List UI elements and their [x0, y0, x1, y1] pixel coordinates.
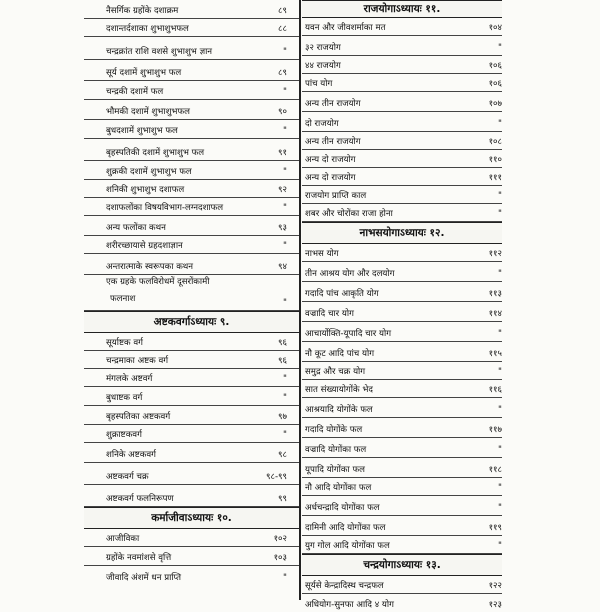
toc-entry-title: जीवादि अंशमें धन प्राप्ति [106, 573, 182, 583]
toc-entry [302, 322, 502, 342]
toc-page-number: ९८ [278, 450, 287, 460]
toc-entry [84, 485, 299, 507]
toc-entry-title: मंगलके अष्टवर्ग [106, 374, 153, 384]
toc-entry-title: बुधदशामें शुभाशुभ फल [106, 126, 178, 136]
toc-entry [84, 100, 299, 120]
toc-entry [302, 204, 502, 222]
toc-entry-title: सूर्यसे केन्द्रादिस्थ चन्द्रफल [305, 581, 384, 591]
chapter-heading [302, 222, 502, 244]
toc-entry-title-line: एक ग्रहके फलविरोधमें दूसरोंकामी [106, 277, 210, 287]
toc-entry-title: ४४ राजयोग [305, 61, 341, 71]
toc-page-number: " [498, 209, 502, 219]
toc-entry-title: अन्य तीन राजयोग [305, 99, 361, 109]
toc-entry [84, 547, 299, 566]
toc-page-number: ११५ [488, 349, 502, 359]
toc-page-number: १०४ [488, 23, 502, 33]
toc-entry-title: अर्धचन्द्रादि योगोंका फल [305, 503, 380, 513]
toc-entry-title: अधियोग-सुनफा आदि ४ योग [305, 600, 394, 610]
toc-page-number: ९४ [278, 262, 287, 272]
toc-page-number: " [498, 43, 502, 53]
toc-page-number: " [498, 445, 502, 455]
toc-entry-title: दशान्तर्दशाका शुभाशुभफल [106, 24, 189, 34]
toc-entry-title: शनिकी शुभाशुभ दशाफल [106, 185, 185, 195]
toc-entry-title: नैसर्गिक ग्रहोंके दशाक्रम [106, 6, 179, 16]
toc-entry [302, 244, 502, 262]
toc-entry [302, 398, 502, 418]
toc-entry [84, 463, 299, 485]
toc-entry [84, 60, 299, 81]
toc-page-number: " [283, 241, 287, 251]
toc-entry [302, 150, 502, 168]
toc-entry-title: अन्तरात्माके स्वरूपका कथन [106, 262, 194, 272]
toc-entry-title: दामिनी आदि योगोंका फल [305, 523, 386, 533]
toc-page-number: ८९ [278, 6, 287, 16]
toc-page-number: ९८-९९ [266, 472, 287, 482]
toc-entry-title [106, 274, 209, 308]
toc-page-number: ११२ [488, 249, 502, 259]
toc-page-number: ९१ [278, 148, 287, 158]
toc-page-number: " [498, 367, 502, 377]
toc-entry [84, 216, 299, 236]
chapter-heading [84, 311, 299, 333]
toc-entry-title: सात संख्यायोगोंके भेद [305, 385, 373, 395]
toc-entry-title: नाभस योग [305, 249, 339, 259]
toc-entry-title: वज्रादि योगोंका फल [305, 445, 367, 455]
toc-entry [84, 236, 299, 254]
toc-page-number: " [283, 167, 287, 177]
toc-entry [84, 254, 299, 275]
toc-page-number: ११९ [488, 523, 502, 533]
toc-page-number: " [498, 405, 502, 415]
toc-entry [302, 262, 502, 282]
toc-entry-title: यूपादि योगोंका फल [305, 465, 365, 475]
toc-entry [84, 566, 299, 585]
toc-entry-title: समुद्र और चक्र योग [305, 367, 366, 377]
toc-entry-title: राजयोग प्राप्ति काल [305, 191, 367, 201]
toc-entry [302, 418, 502, 438]
toc-entry [84, 369, 299, 387]
toc-page-number: ९२ [278, 185, 287, 195]
toc-entry [302, 516, 502, 536]
chapter-heading [302, 554, 502, 576]
toc-page-number: १११ [488, 173, 502, 183]
toc-page-number: " [283, 126, 287, 136]
toc-entry [302, 112, 502, 132]
toc-entry [302, 362, 502, 380]
toc-page-number: " [283, 298, 287, 308]
toc-page-number: " [498, 269, 502, 279]
toc-page-number: ११३ [488, 289, 502, 299]
toc-page-number: १०२ [273, 534, 287, 544]
toc-entry-title: बृहस्पतिकी दशामें शुभाशुभ फल [106, 148, 205, 158]
toc-page-number: ९० [278, 107, 287, 117]
toc-entry-title: दो राजयोग [305, 119, 339, 129]
toc-entry [302, 132, 502, 150]
toc-entry [302, 282, 502, 302]
left-column [84, 0, 299, 585]
toc-entry-title: वज्रादि चार योग [305, 309, 354, 319]
chapter-heading-text: राजयोगाऽध्यायः ११. [363, 3, 441, 15]
right-column [302, 0, 502, 612]
toc-entry-title: अन्य फलोंका कथन [106, 223, 166, 233]
toc-entry [84, 529, 299, 547]
toc-entry-title: दशाफलोंका विषयविभाग-लग्नदशाफल [106, 203, 224, 213]
toc-entry [302, 438, 502, 458]
toc-entry [302, 92, 502, 112]
toc-entry-title: नौ कूट आदि पांच योग [305, 349, 375, 359]
toc-entry-title: अन्य दो राजयोग [305, 173, 356, 183]
toc-entry [302, 168, 502, 186]
toc-page-number: ९७ [278, 412, 287, 422]
toc-page-number: " [498, 191, 502, 201]
toc-page-number: १०७ [488, 99, 502, 109]
toc-page-number: ८९ [278, 68, 287, 78]
toc-entry-title: अन्य दो राजयोग [305, 155, 356, 165]
toc-page-number: " [283, 430, 287, 440]
toc-entry-title: युग गोल आदि योगोंका फल [305, 541, 390, 551]
toc-entry-title: शबर और चोरोंका राजा होना [305, 209, 393, 219]
toc-entry [302, 380, 502, 398]
toc-entry [84, 19, 299, 37]
toc-page-number: " [283, 203, 287, 213]
toc-entry [302, 56, 502, 74]
chapter-heading [84, 507, 299, 529]
toc-entry-title: शरीरच्छायासे ग्रहदशाज्ञान [106, 241, 183, 251]
toc-page-number: १२२ [488, 581, 502, 591]
toc-entry [84, 81, 299, 100]
toc-page-number: १०३ [273, 553, 287, 563]
toc-page-number: " [498, 119, 502, 129]
toc-entry [84, 406, 299, 425]
toc-entry-title: गदादि योगोंके फल [305, 425, 363, 435]
toc-entry [302, 478, 502, 496]
toc-entry-title: यवन और जीवशर्माका मत [305, 23, 386, 33]
toc-page-number: १०६ [488, 61, 502, 71]
toc-entry [84, 443, 299, 463]
toc-entry [302, 576, 502, 594]
toc-entry [84, 120, 299, 139]
toc-entry-title: अष्टकवर्ग फलनिरूपण [106, 494, 174, 504]
toc-page-number: १०६ [488, 79, 502, 89]
toc-entry-title: शुक्राष्टकवर्ग [106, 430, 142, 440]
toc-entry-title-line: फलनाश [110, 294, 136, 304]
toc-entry-title: चन्द्रक्रांत राशि वशसे शुभाशुभ ज्ञान [106, 47, 213, 57]
toc-entry-title: आश्रयादि योगोंके फल [305, 405, 373, 415]
chapter-heading-text: चन्द्रयोगाऽध्यायः १३. [363, 559, 441, 571]
toc-page-number: ९९ [278, 494, 287, 504]
toc-entry-title: शनिके अष्टकवर्ग [106, 450, 156, 460]
toc-entry [84, 180, 299, 198]
chapter-heading-text: कर्माजीवाऽध्यायः १०. [151, 512, 232, 524]
toc-page-number: ९६ [278, 356, 287, 366]
toc-entry [302, 458, 502, 478]
toc-entry-title: बुधाष्टक वर्ग [106, 393, 143, 403]
toc-page-number: ९३ [278, 223, 287, 233]
toc-entry [302, 536, 502, 554]
toc-page-number: " [498, 503, 502, 513]
toc-entry-title: शुक्रकी दशामें शुभाशुभ फल [106, 167, 192, 177]
toc-page-number: " [283, 47, 287, 57]
toc-entry-title: ग्रहोंके नवमांशसे वृत्ति [106, 553, 172, 563]
toc-page-number: " [283, 374, 287, 384]
toc-page-number: " [498, 541, 502, 551]
toc-entry-title: तीन आश्रय योग और दलयोग [305, 269, 395, 279]
toc-entry [302, 302, 502, 322]
toc-entry-title: चन्द्रकी दशामें फल [106, 87, 164, 97]
toc-entry [84, 198, 299, 216]
toc-page-number: " [283, 393, 287, 403]
toc-entry-title: ३२ राजयोग [305, 43, 341, 53]
toc-page-number: ११६ [488, 385, 502, 395]
toc-entry [302, 186, 502, 204]
toc-page-number: १२३ [488, 600, 502, 610]
toc-page-number: " [283, 87, 287, 97]
toc-entry-title: अष्टकवर्ग चक्र [106, 472, 149, 482]
toc-entry [84, 333, 299, 351]
toc-page-number: " [498, 483, 502, 493]
toc-entry [84, 37, 299, 60]
toc-entry-title: आजीविका [106, 534, 140, 544]
toc-entry [302, 36, 502, 56]
toc-entry [302, 594, 502, 612]
toc-entry-title: अन्य तीन राजयोग [305, 137, 361, 147]
toc-entry [302, 18, 502, 36]
toc-page-number: ११४ [488, 309, 502, 319]
toc-entry-title: आचार्योक्ति-यूपादि चार योग [305, 329, 392, 339]
toc-entry [84, 351, 299, 369]
toc-entry [302, 496, 502, 516]
toc-entry [302, 342, 502, 362]
toc-entry [84, 0, 299, 19]
toc-page-number: " [283, 573, 287, 583]
toc-entry-title: चन्द्रमाका अष्टक वर्ग [106, 356, 169, 366]
toc-page-number: ९६ [278, 338, 287, 348]
toc-entry [84, 275, 299, 311]
toc-entry [84, 387, 299, 406]
chapter-heading-text: नाभसयोगाऽध्यायः १२. [359, 227, 445, 239]
toc-entry-title: नौ आदि योगोंका फल [305, 483, 372, 493]
toc-page-number: १०८ [488, 137, 502, 147]
toc-entry-title: गदादि पांच आकृति योग [305, 289, 379, 299]
toc-page-number: ८८ [278, 24, 287, 34]
toc-page-number: ११८ [488, 465, 502, 475]
toc-page-number: ११७ [488, 425, 502, 435]
toc-entry-title: सूर्य दशामें शुभाशुभ फल [106, 68, 182, 78]
chapter-heading [302, 0, 502, 18]
toc-entry [302, 74, 502, 92]
toc-page-number: ११० [488, 155, 502, 165]
toc-entry-title: बृहस्पतिका अष्टकवर्ग [106, 412, 171, 422]
toc-entry [84, 425, 299, 443]
toc-entry [84, 139, 299, 161]
toc-entry [84, 161, 299, 180]
toc-page-number: " [498, 329, 502, 339]
toc-entry-title: पांच योग [305, 79, 333, 89]
column-divider [299, 0, 301, 600]
toc-entry-title: भौमकी दशामें शुभाशुभफल [106, 107, 190, 117]
chapter-heading-text: अष्टकवर्गाऽध्यायः ९. [153, 316, 230, 328]
toc-entry-title: सूर्याष्टक वर्ग [106, 338, 143, 348]
